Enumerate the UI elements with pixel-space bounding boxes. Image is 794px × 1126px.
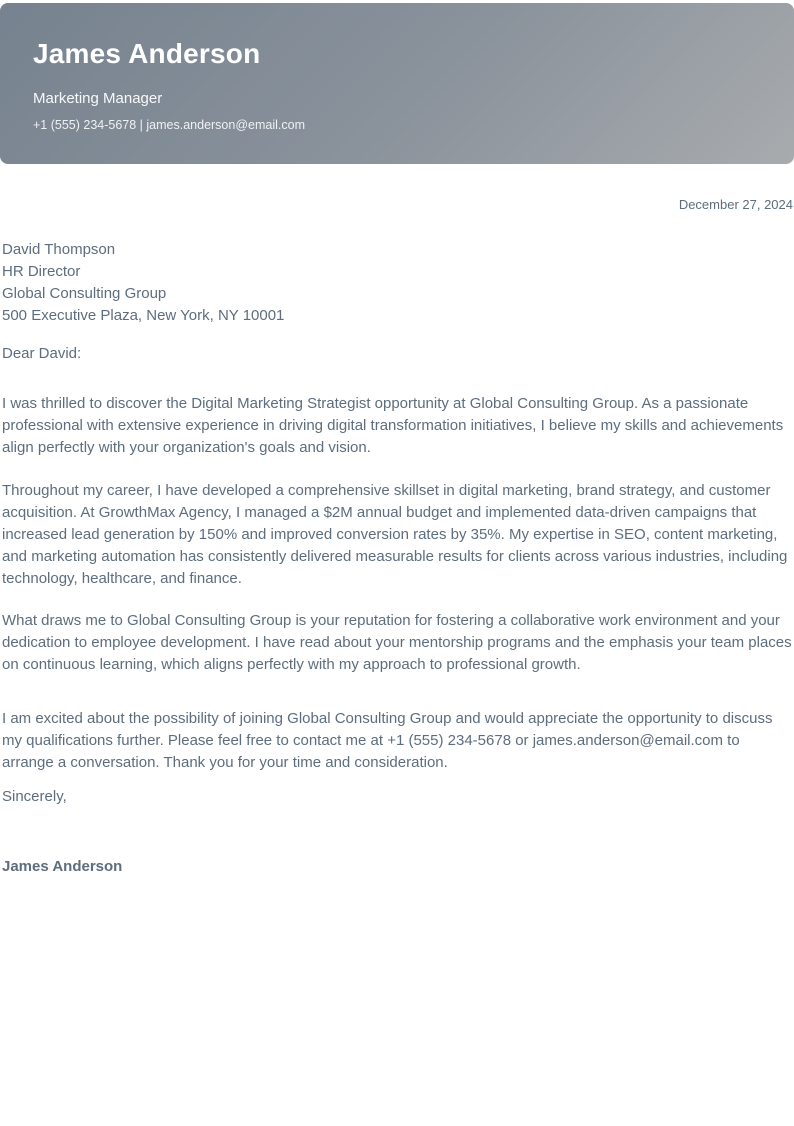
body-paragraph-3: What draws me to Global Consulting Group is your reputation for fostering a collaborative work environment and your dedication to employee development. I have read about your mentorship programs and the emphasis your team places on continuous learning, which aligns perfectly with my approach to professional growth. <box>2 612 792 673</box>
applicant-job-title: Marketing Manager <box>33 89 163 107</box>
cover-letter-page <box>0 3 794 1126</box>
recipient-block <box>2 239 793 327</box>
salutation: Dear David: <box>2 345 82 362</box>
recipient-address: 500 Executive Plaza, New York, NY 10001 <box>2 307 285 324</box>
body-paragraph-4: I am excited about the possibility of joining Global Consulting Group and would appreciate the opportunity to discuss my qualifications further. Please feel free to contact me at +1 (555) 234-5678 or james.anderson@email.com to arrange a conversation. Thank you for your time and consideration. <box>2 710 773 771</box>
closing-line: Sincerely, <box>2 788 67 805</box>
recipient-company: Global Consulting Group <box>2 285 167 302</box>
body-paragraph-2: Throughout my career, I have developed a comprehensive skillset in digital marketing, brand strategy, and customer acquisition. At GrowthMax Agency, I managed a $2M annual budget and implemented data-driven campaigns that increased lead generation by 150% and improved conversion rates by 35%. My expertise in SEO, content marketing, and marketing automation has consistently delivered measurable results for clients across various industries, including technology, healthcare, and finance. <box>2 482 788 587</box>
applicant-name: James Anderson <box>33 38 261 69</box>
recipient-name: David Thompson <box>2 241 116 258</box>
letter-date: December 27, 2024 <box>678 197 793 212</box>
applicant-contact-line: +1 (555) 234-5678 | james.anderson@email.com <box>33 117 305 132</box>
letter-header-banner <box>0 3 794 164</box>
body-paragraph-1: I was thrilled to discover the Digital Marketing Strategist opportunity at Global Consulting Group. As a passionate professional with extensive experience in driving digital transformation initiatives, I believe my skills and achievements align perfectly with your organization's goals and vision. <box>2 395 784 456</box>
letter-body <box>0 194 794 878</box>
recipient-title: HR Director <box>2 263 81 280</box>
signature-name: James Anderson <box>2 858 123 875</box>
